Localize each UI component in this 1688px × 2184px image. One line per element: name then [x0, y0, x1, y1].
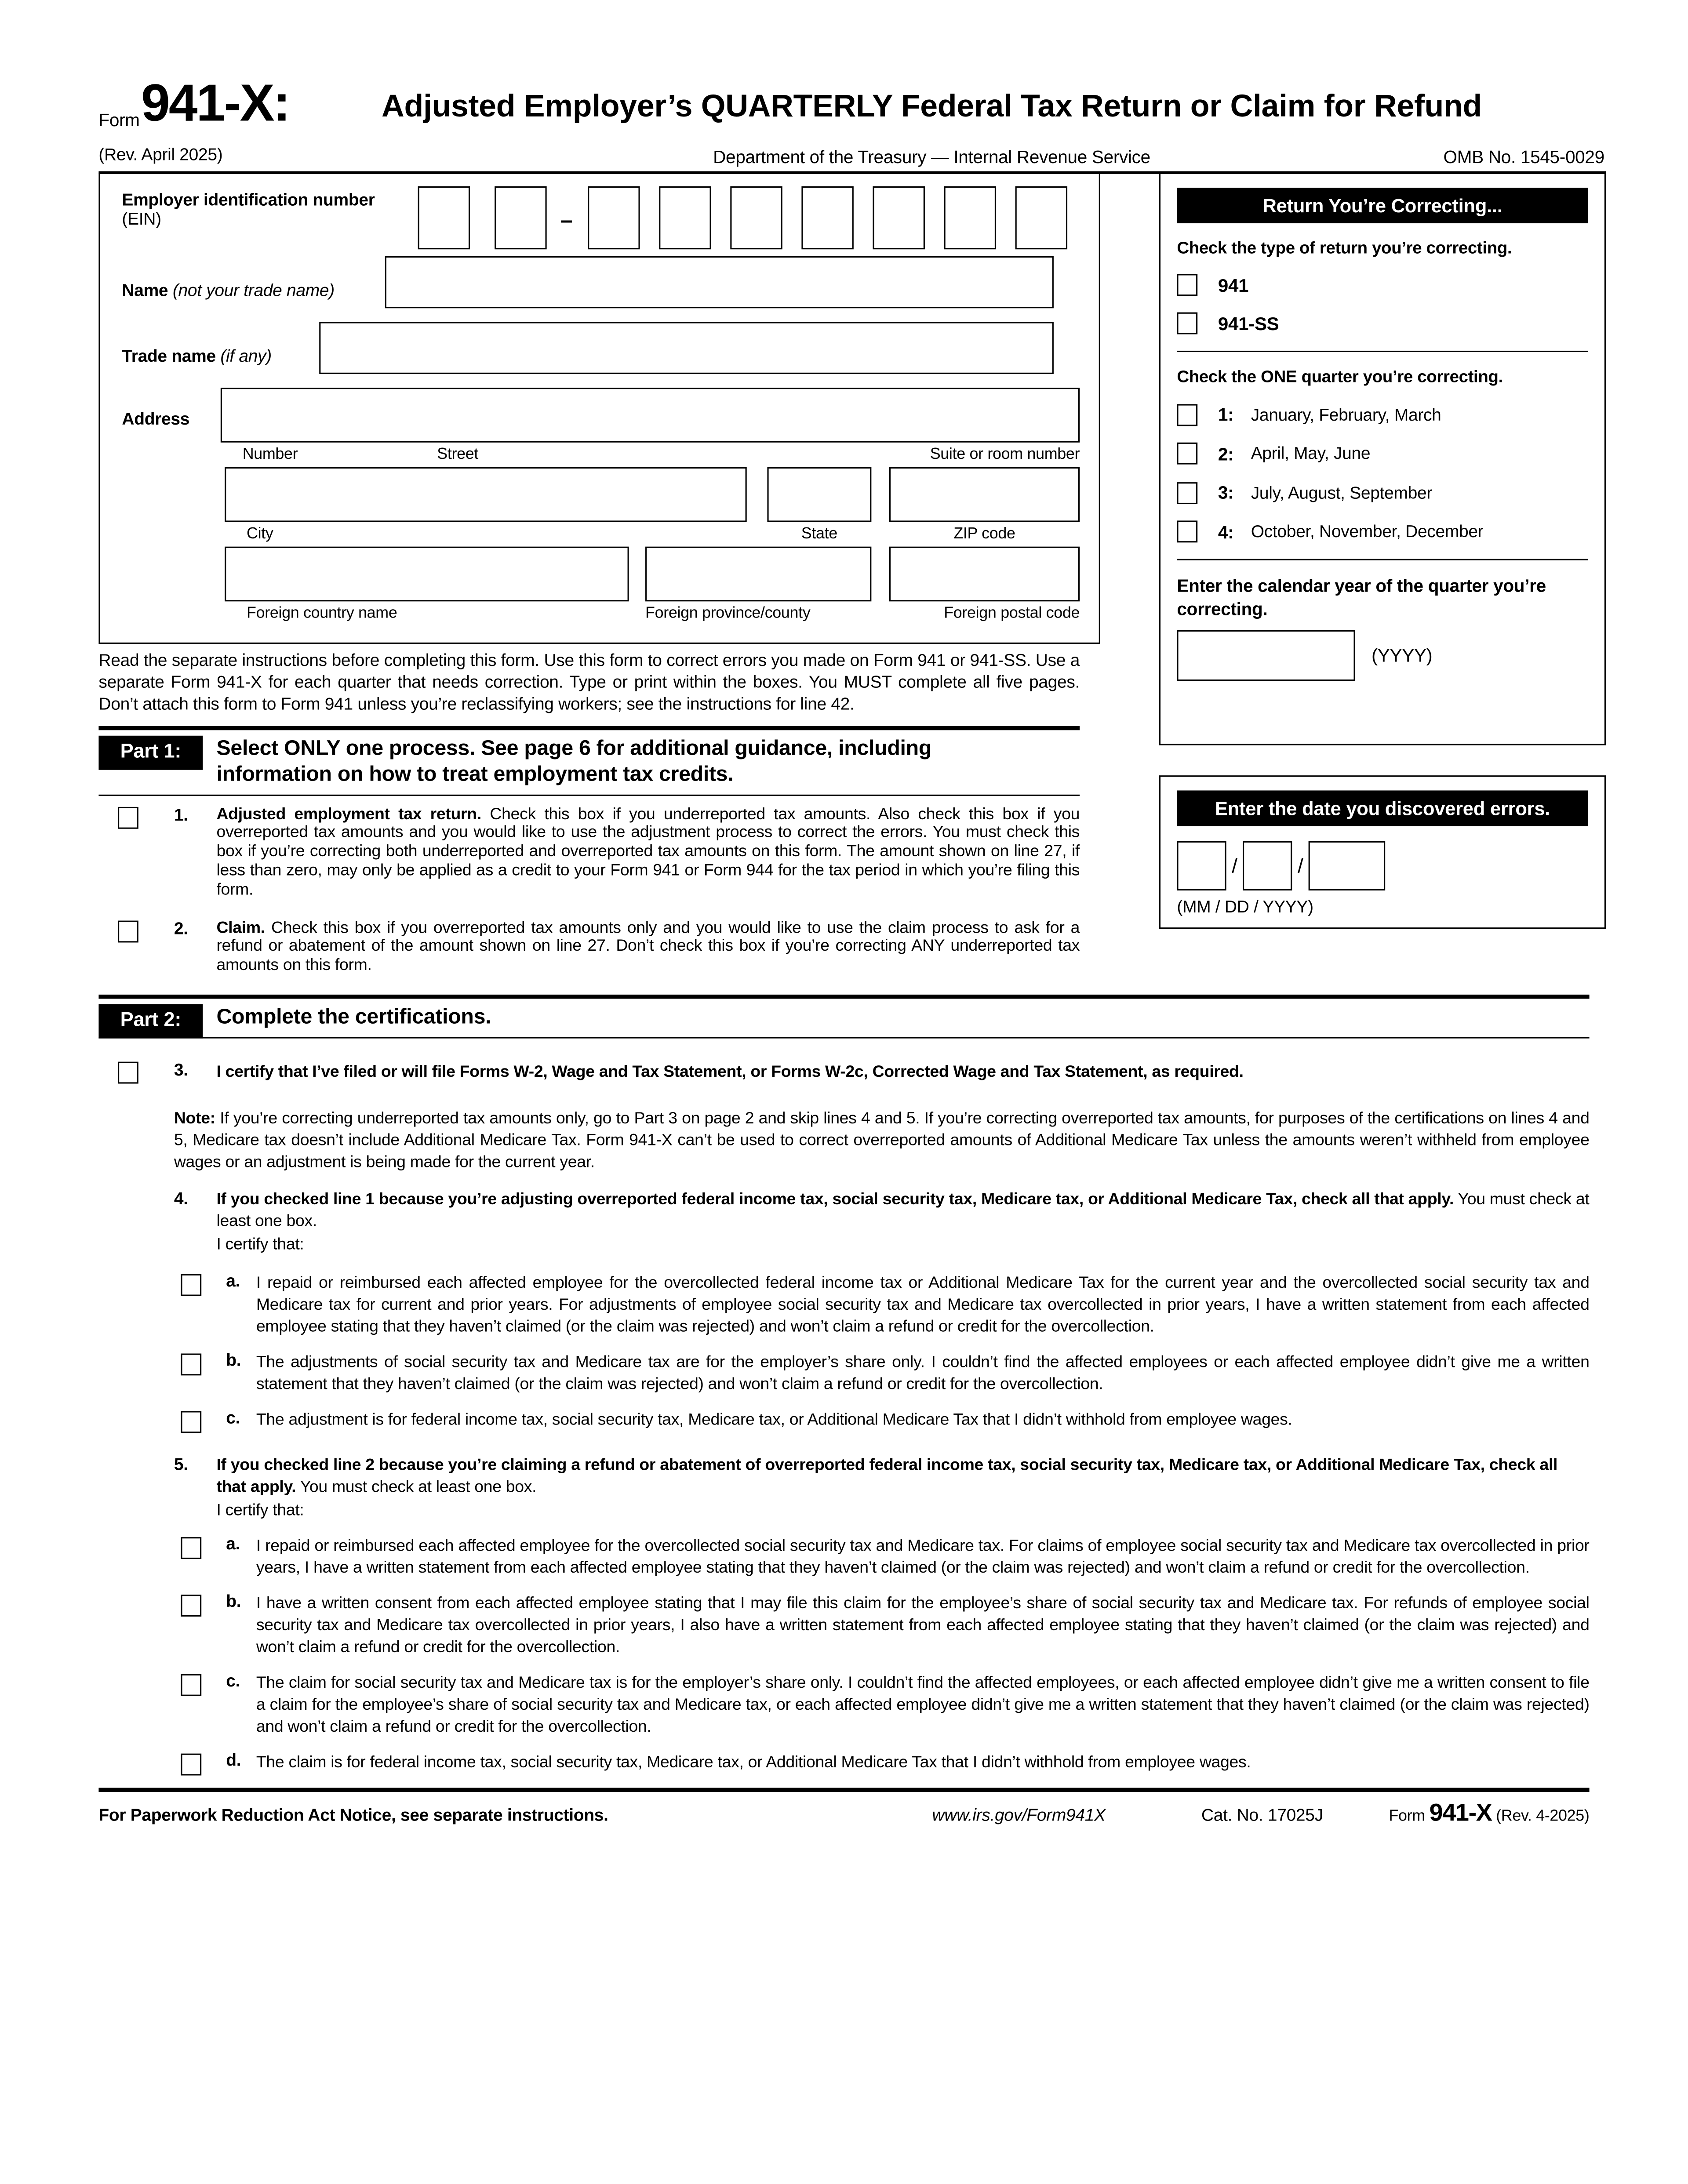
checkbox-4c[interactable]	[181, 1411, 201, 1433]
ein-digit-box[interactable]	[944, 186, 996, 249]
ein-digit-box[interactable]	[1015, 186, 1067, 249]
paperwork-notice: For Paperwork Reduction Act Notice, see separate instructions.	[98, 1806, 608, 1825]
line5b-letter: b.	[226, 1592, 241, 1611]
line2-row	[98, 919, 1080, 975]
line4b-text: The adjustments of social security tax and Medicare tax are for the employer’s share only. I couldn’t find the affected employees or each affected employee didn’t give me a written statement that they haven’t claimed (or the claim was rejected) and won’t claim a refund or credit for the overcollection.	[256, 1352, 1590, 1393]
form-word: Form	[98, 109, 140, 131]
part2-title: Complete the certifications.	[216, 1005, 491, 1029]
name-label: Name (not your trade name)	[122, 280, 335, 300]
ein-digit-box[interactable]	[801, 186, 853, 249]
quarter-4-row	[1177, 520, 1588, 542]
caption-street: Street	[437, 447, 479, 463]
line2-text: Claim. Check this box if you overreported tax amounts only and you would like to use the claim process to ask for a refund or abatement of the amount shown on line 27. Don’t check this box if you’re correcting ANY underreported tax amounts on this form.	[216, 917, 1080, 974]
line3-text: I certify that I’ve filed or will file Forms W-2, Wage and Tax Statement, or Forms W-2c, Corrected Wage and Tax Statement, as required.	[216, 1061, 1244, 1081]
caption-foreign-country: Foreign country name	[247, 605, 397, 622]
name-input[interactable]	[385, 256, 1054, 308]
quarter-2-row	[1177, 443, 1588, 465]
checkbox-4a[interactable]	[181, 1274, 201, 1296]
divider	[1177, 351, 1588, 352]
ein-digit-box[interactable]	[418, 186, 470, 249]
foreign-province-input[interactable]	[645, 547, 871, 602]
line5d-text: The claim is for federal income tax, social security tax, Medicare tax, or Additional Medicare Tax that I didn’t withhold from employee wages.	[256, 1752, 1251, 1772]
line5a-row	[98, 1534, 1589, 1578]
quarter-3-row	[1177, 482, 1588, 504]
year-instruction: Enter the calendar year of the quarter you’re correcting.	[1177, 575, 1546, 619]
foreign-country-input[interactable]	[225, 547, 629, 602]
divider	[1177, 559, 1588, 560]
checkbox-line3-certify-w2[interactable]	[118, 1062, 138, 1084]
quarter-1-row	[1177, 403, 1588, 425]
part2-tag: Part 2:	[98, 1004, 203, 1039]
checkbox-quarter-2[interactable]	[1177, 443, 1197, 465]
checkbox-5d[interactable]	[181, 1754, 201, 1776]
checkbox-941[interactable]	[1177, 274, 1197, 296]
caption-suite: Suite or room number	[930, 447, 1080, 463]
line4a-letter: a.	[226, 1271, 240, 1291]
note-paragraph: Note: If you’re correcting underreported tax amounts only, go to Part 3 on page 2 and skip lines 4 and 5. If you’re correcting overreported tax amounts, for purposes of the certifications on lines 4 and 5, Medicare tax doesn’t include Additional Medicare Tax. Form 941-X can’t be used to correct overreported amounts of Additional Medicare Tax unless the amounts weren’t withheld from employee wages or an adjustment is being made for the current year.	[174, 1108, 1590, 1171]
line1-row	[98, 805, 1080, 900]
checkbox-line2-claim[interactable]	[118, 920, 138, 942]
line2-number: 2.	[174, 919, 188, 938]
ein-digit-box[interactable]	[588, 186, 640, 249]
part1-header	[98, 726, 1080, 796]
line5-text: If you checked line 2 because you’re claiming a refund or abatement of overreported federal income tax, social security tax, Medicare tax, or Additional Medicare Tax, check all that apply. You must check at least one box. I certify that:	[216, 1454, 1589, 1521]
footer-form-id: Form 941-X (Rev. 4-2025)	[1389, 1799, 1590, 1826]
instructions-paragraph: Read the separate instructions before completing this form. Use this form to correct errors you made on Form 941 or 941-SS. Use a separate Form 941-X for each quarter that needs correction. Type or print within the boxes. You MUST complete all five pages. Don’t attach this form to Form 941 unless you’re reclassifying workers; see the instructions for line 42.	[98, 650, 1080, 715]
date-format: (MM / DD / YYYY)	[1177, 897, 1313, 917]
line4c-row	[98, 1408, 1589, 1433]
ein-digit-box[interactable]	[873, 186, 924, 249]
state-input[interactable]	[767, 467, 871, 522]
line5b-row	[98, 1592, 1589, 1658]
date-discovered-header: Enter the date you discovered errors.	[1177, 790, 1588, 826]
quarter-3-months: July, August, September	[1251, 483, 1432, 502]
line4c-letter: c.	[226, 1408, 240, 1428]
trade-name-input[interactable]	[319, 322, 1054, 374]
line4-row	[98, 1188, 1589, 1255]
line5a-letter: a.	[226, 1534, 240, 1554]
option-941ss	[1177, 313, 1588, 334]
caption-foreign-province: Foreign province/county	[645, 605, 811, 622]
checkbox-4b[interactable]	[181, 1353, 201, 1375]
address-label: Address	[122, 409, 190, 429]
line4a-text: I repaid or reimbursed each affected employee for the overcollected federal income tax or Additional Medicare Tax for the current year and the overcollected social security tax and Medicare tax for current and prior years. For adjustments of employee social security tax and Medicare tax overcollected in prior years, I have a written statement from each affected employee stating that they haven’t claimed (or the claim was rejected) and won’t claim a refund or credit for the overcollection.	[256, 1272, 1590, 1336]
part1-tag: Part 1:	[98, 735, 203, 770]
line5c-row	[98, 1672, 1589, 1737]
checkbox-5c[interactable]	[181, 1674, 201, 1696]
part2-header	[98, 995, 1589, 1039]
line5c-text: The claim for social security tax and Medicare tax is for the employer’s share only. I couldn’t find the affected employees, or each affected employee didn’t give me a written consent to file a claim for the employee’s share of social security tax and Medicare tax, or each affected employee didn’t give me a written statement that they haven’t claimed (or the claim was rejected) and won’t claim a refund or credit for the overcollection.	[256, 1672, 1590, 1736]
line4b-row	[98, 1351, 1589, 1395]
label-941: 941	[1218, 274, 1249, 295]
date-separator: /	[1297, 854, 1303, 878]
line3-row	[98, 1060, 1589, 1083]
label-941ss: 941-SS	[1218, 313, 1279, 334]
checkbox-5a[interactable]	[181, 1537, 201, 1559]
checkbox-quarter-1[interactable]	[1177, 403, 1197, 425]
checkbox-941ss[interactable]	[1177, 313, 1197, 334]
page-title: Adjusted Employer’s QUARTERLY Federal Tax Return or Claim for Refund	[382, 87, 1482, 124]
quarter-instruction: Check the ONE quarter you’re correcting.	[1177, 367, 1503, 386]
page-footer	[98, 1788, 1589, 1828]
type-instruction: Check the type of return you’re correcting.	[1177, 238, 1512, 258]
line4c-text: The adjustment is for federal income tax, social security tax, Medicare tax, or Additional Medicare Tax that I didn’t withhold from employee wages.	[256, 1410, 1292, 1429]
quarter-4-months: October, November, December	[1251, 522, 1484, 541]
line4-number: 4.	[174, 1189, 188, 1209]
department-line: Department of the Treasury — Internal Revenue Service	[713, 146, 1150, 167]
ein-digit-box[interactable]	[495, 186, 546, 249]
checkbox-quarter-3[interactable]	[1177, 482, 1197, 504]
foreign-postal-input[interactable]	[889, 547, 1080, 602]
line4-text: If you checked line 1 because you’re adjusting overreported federal income tax, social security tax, Medicare tax, or Additional Medicare Tax, check all that apply. You must check at least one box. I certify that:	[216, 1188, 1589, 1255]
caption-city: City	[247, 526, 273, 543]
line5d-row	[98, 1751, 1589, 1775]
trade-name-label: Trade name (if any)	[122, 346, 272, 366]
quarter-2-num: 2:	[1218, 443, 1234, 464]
caption-zip: ZIP code	[953, 526, 1015, 543]
ein-label: Employer identification number (EIN)	[122, 190, 375, 229]
line1-text: Adjusted employment tax return. Check this box if you underreported tax amounts. Also check this box if you overreported tax amounts and you would like to use the adjustment process to correct the errors. You must check this box if you’re correcting both underreported and overreported tax amounts on this form. The amount shown on line 27, if less than zero, may only be applied as a credit to your Form 941 or Form 944 for the tax period in which you’re filing this form.	[216, 803, 1080, 899]
caption-number: Number	[242, 447, 298, 463]
line4-certify: I certify that:	[216, 1234, 304, 1254]
revision-date: (Rev. April 2025)	[98, 145, 223, 165]
main-content	[98, 649, 1589, 1827]
line1-number: 1.	[174, 805, 188, 825]
zip-input[interactable]	[889, 467, 1080, 522]
line5b-text: I have a written consent from each affected employee stating that I may file this claim for the employee’s share of social security tax and Medicare tax. For refunds of employee social security tax and Medicare tax overcollected in prior years, I also have a written statement from each affected employee stating that they haven’t claimed (or the claim was rejected) and won’t claim a refund or credit for the overcollection.	[256, 1593, 1590, 1657]
line5-row	[98, 1454, 1589, 1521]
quarter-2-months: April, May, June	[1251, 443, 1371, 463]
date-separator: /	[1232, 854, 1237, 878]
ein-digit-box[interactable]	[730, 186, 782, 249]
quarter-3-num: 3:	[1218, 482, 1234, 503]
irs-url: www.irs.gov/Form941X	[932, 1806, 1106, 1825]
line5-certify: I certify that:	[216, 1500, 304, 1519]
city-input[interactable]	[225, 467, 747, 522]
omb-number: OMB No. 1545-0029	[1443, 146, 1604, 167]
checkbox-line1-adjusted-return[interactable]	[118, 807, 138, 829]
caption-state: State	[801, 526, 837, 543]
year-format: (YYYY)	[1372, 645, 1433, 666]
address-street-input[interactable]	[221, 388, 1080, 443]
checkbox-quarter-4[interactable]	[1177, 520, 1197, 542]
catalog-number: Cat. No. 17025J	[1201, 1806, 1323, 1825]
quarter-1-months: January, February, March	[1251, 405, 1441, 424]
quarter-4-num: 4:	[1218, 521, 1234, 542]
employer-info-box	[98, 173, 1100, 644]
line5c-letter: c.	[226, 1671, 240, 1691]
return-correcting-header: Return You’re Correcting...	[1177, 188, 1588, 223]
line5a-text: I repaid or reimbursed each affected employee for the overcollected social security tax and Medicare tax. For claims of employee social security tax and Medicare tax overcollected in prior years, I have a written statement from each affected employee stating that they haven’t claimed (or the claim was rejected) and won’t claim a refund or credit for the overcollection.	[256, 1535, 1590, 1577]
ein-dash: –	[560, 209, 573, 233]
line5-number: 5.	[174, 1455, 188, 1474]
line4a-row	[98, 1271, 1589, 1337]
line4b-letter: b.	[226, 1351, 241, 1370]
ein-digit-box[interactable]	[659, 186, 711, 249]
part1-title: Select ONLY one process. See page 6 for additional guidance, including information on how to treat employment tax credits.	[216, 736, 932, 786]
quarter-1-num: 1:	[1218, 404, 1234, 425]
caption-foreign-postal: Foreign postal code	[944, 605, 1080, 622]
line5d-letter: d.	[226, 1751, 241, 1770]
line3-number: 3.	[174, 1060, 188, 1080]
checkbox-5b[interactable]	[181, 1595, 201, 1617]
option-941	[1177, 274, 1588, 296]
form-number: 941-X:	[141, 75, 289, 133]
